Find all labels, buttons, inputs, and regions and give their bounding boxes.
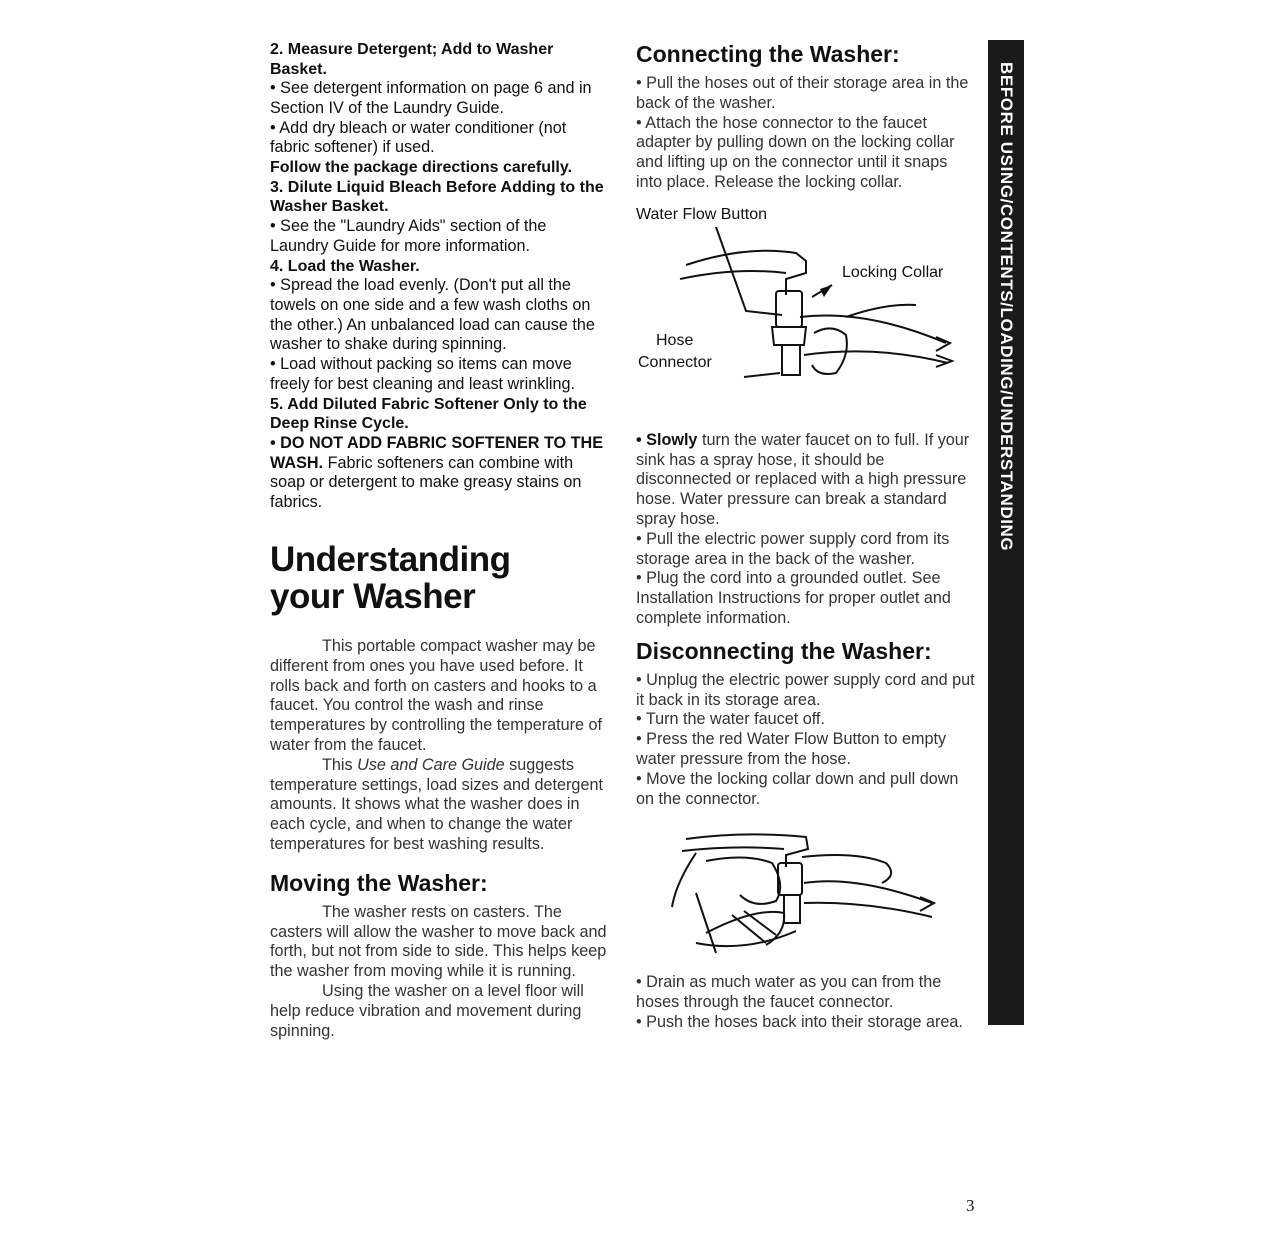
understanding-paragraph-1: This portable compact washer may be different from ones you have used before. It rolls back and forth on casters and hooks to a faucet. You control the wash and rinse temperatures by controlling the temperature of water from the faucet.	[270, 637, 603, 755]
left-column	[270, 40, 608, 1041]
step-4-bullet-2: • Load without packing so items can move freely for best cleaning and least wrinkling.	[270, 355, 576, 394]
understanding-p2-pre: This	[322, 755, 358, 774]
step-4-heading: 4. Load the Washer.	[270, 257, 420, 275]
connect-illustration	[636, 205, 976, 431]
slowly-rest: turn the water faucet on to full. If your sink has a spray hose, it should be disconnected or replaced with a high pressure hose. Water pressure can break a standard spray hose.	[636, 430, 970, 528]
drain-bullet-1: • Drain as much water as you can from the hoses through the faucet connector.	[636, 973, 942, 1012]
drain-bullet-2: • Push the hoses back into their storage area.	[636, 1012, 963, 1031]
page-number: 3	[966, 1196, 975, 1215]
understanding-title-line-2: your Washer	[270, 577, 476, 617]
step-2-bullet-2: • Add dry bleach or water conditioner (not fabric softener) if used.	[270, 118, 567, 157]
faucet-connector-drawing	[636, 205, 976, 431]
disconnecting-title: Disconnecting the Washer:	[636, 637, 932, 664]
disconnect-bullet-4: • Move the locking collar down and pull down on the connector.	[636, 769, 959, 808]
understanding-p2-post: suggests temperature settings, load sizes and detergent amounts. It shows what the washer does in each cycle, and when to change the water temperatures for best washing results.	[270, 755, 603, 854]
moving-paragraph-2: Using the washer on a level floor will help reduce vibration and movement during spinning.	[270, 982, 584, 1040]
disconnect-hands-drawing	[636, 823, 976, 973]
collar-arrow	[820, 285, 832, 297]
disconnect-bullet-1: • Unplug the electric power supply cord and put it back in its storage area.	[636, 670, 975, 709]
connecting-title: Connecting the Washer:	[636, 41, 900, 67]
water-flow-button-label: Water Flow Button	[636, 205, 768, 223]
disconnect-illustration	[636, 823, 976, 973]
moving-title: Moving the Washer:	[270, 869, 488, 896]
step-3-heading: 3. Dilute Liquid Bleach Before Adding to the Washer Basket.	[270, 178, 604, 216]
right-column	[636, 40, 976, 1033]
connector-label: Connector	[638, 353, 712, 371]
step-5-bullet-1-bold: • DO NOT ADD FABRIC SOFTENER TO THE WASH.	[270, 433, 604, 472]
cord-bullet-2: • Plug the cord into a grounded outlet. See Installation Instructions for proper outlet and complete information.	[636, 569, 951, 627]
understanding-title-line-1: Understanding	[270, 540, 511, 580]
slowly-bold: • Slowly	[636, 430, 698, 449]
step-5-heading: 5. Add Diluted Fabric Softener Only to the Deep Rinse Cycle.	[270, 395, 587, 433]
moving-paragraph-1: The washer rests on casters. The casters will allow the washer to move back and forth, but not from side to side. This helps keep the washer from moving while it is running.	[270, 902, 607, 981]
locking-collar-label: Locking Collar	[842, 263, 944, 281]
section-side-tab	[988, 40, 1024, 1025]
step-5-bullet-1-rest: Fabric softeners can combine with soap or detergent to make greasy stains on fabrics.	[270, 453, 582, 512]
cord-bullet-1: • Pull the electric power supply cord from its storage area in the back of the washer.	[636, 529, 950, 568]
step-3-bullet-1: • See the "Laundry Aids" section of the Laundry Guide for more information.	[270, 216, 547, 255]
step-4-bullet-1: • Spread the load evenly. (Don't put all the towels on one side and a few wash cloths on the other.) An unbalanced load can cause the washer to shake during spinning.	[270, 276, 595, 354]
use-and-care-guide-italic: Use and Care Guide	[357, 755, 505, 774]
slowly-bullet	[636, 431, 976, 530]
step-2-heading: 2. Measure Detergent; Add to Washer Basket.	[270, 41, 554, 78]
connecting-bullet-1: • Pull the hoses out of their storage area in the back of the washer.	[636, 74, 969, 112]
disconnect-bullet-2: • Turn the water faucet off.	[636, 710, 825, 729]
step-5-bullet-1	[270, 434, 608, 513]
disconnect-bullet-3: • Press the red Water Flow Button to empty water pressure from the hose.	[636, 730, 947, 768]
side-tab-label: BEFORE USING/CONTENTS/LOADING/UNDERSTANDING	[997, 62, 1016, 552]
understanding-paragraph-2	[270, 756, 608, 855]
understanding-title	[270, 541, 608, 615]
step-2-bullet-1: • See detergent information on page 6 and in Section IV of the Laundry Guide.	[270, 79, 592, 117]
connecting-bullet-2: • Attach the hose connector to the faucet adapter by pulling down on the locking collar and lifting up on the connector until it snaps into place. Release the locking collar.	[636, 113, 955, 191]
hose-label: Hose	[656, 331, 694, 349]
step-2-bullet-2-bold: Follow the package directions carefully.	[270, 159, 573, 177]
